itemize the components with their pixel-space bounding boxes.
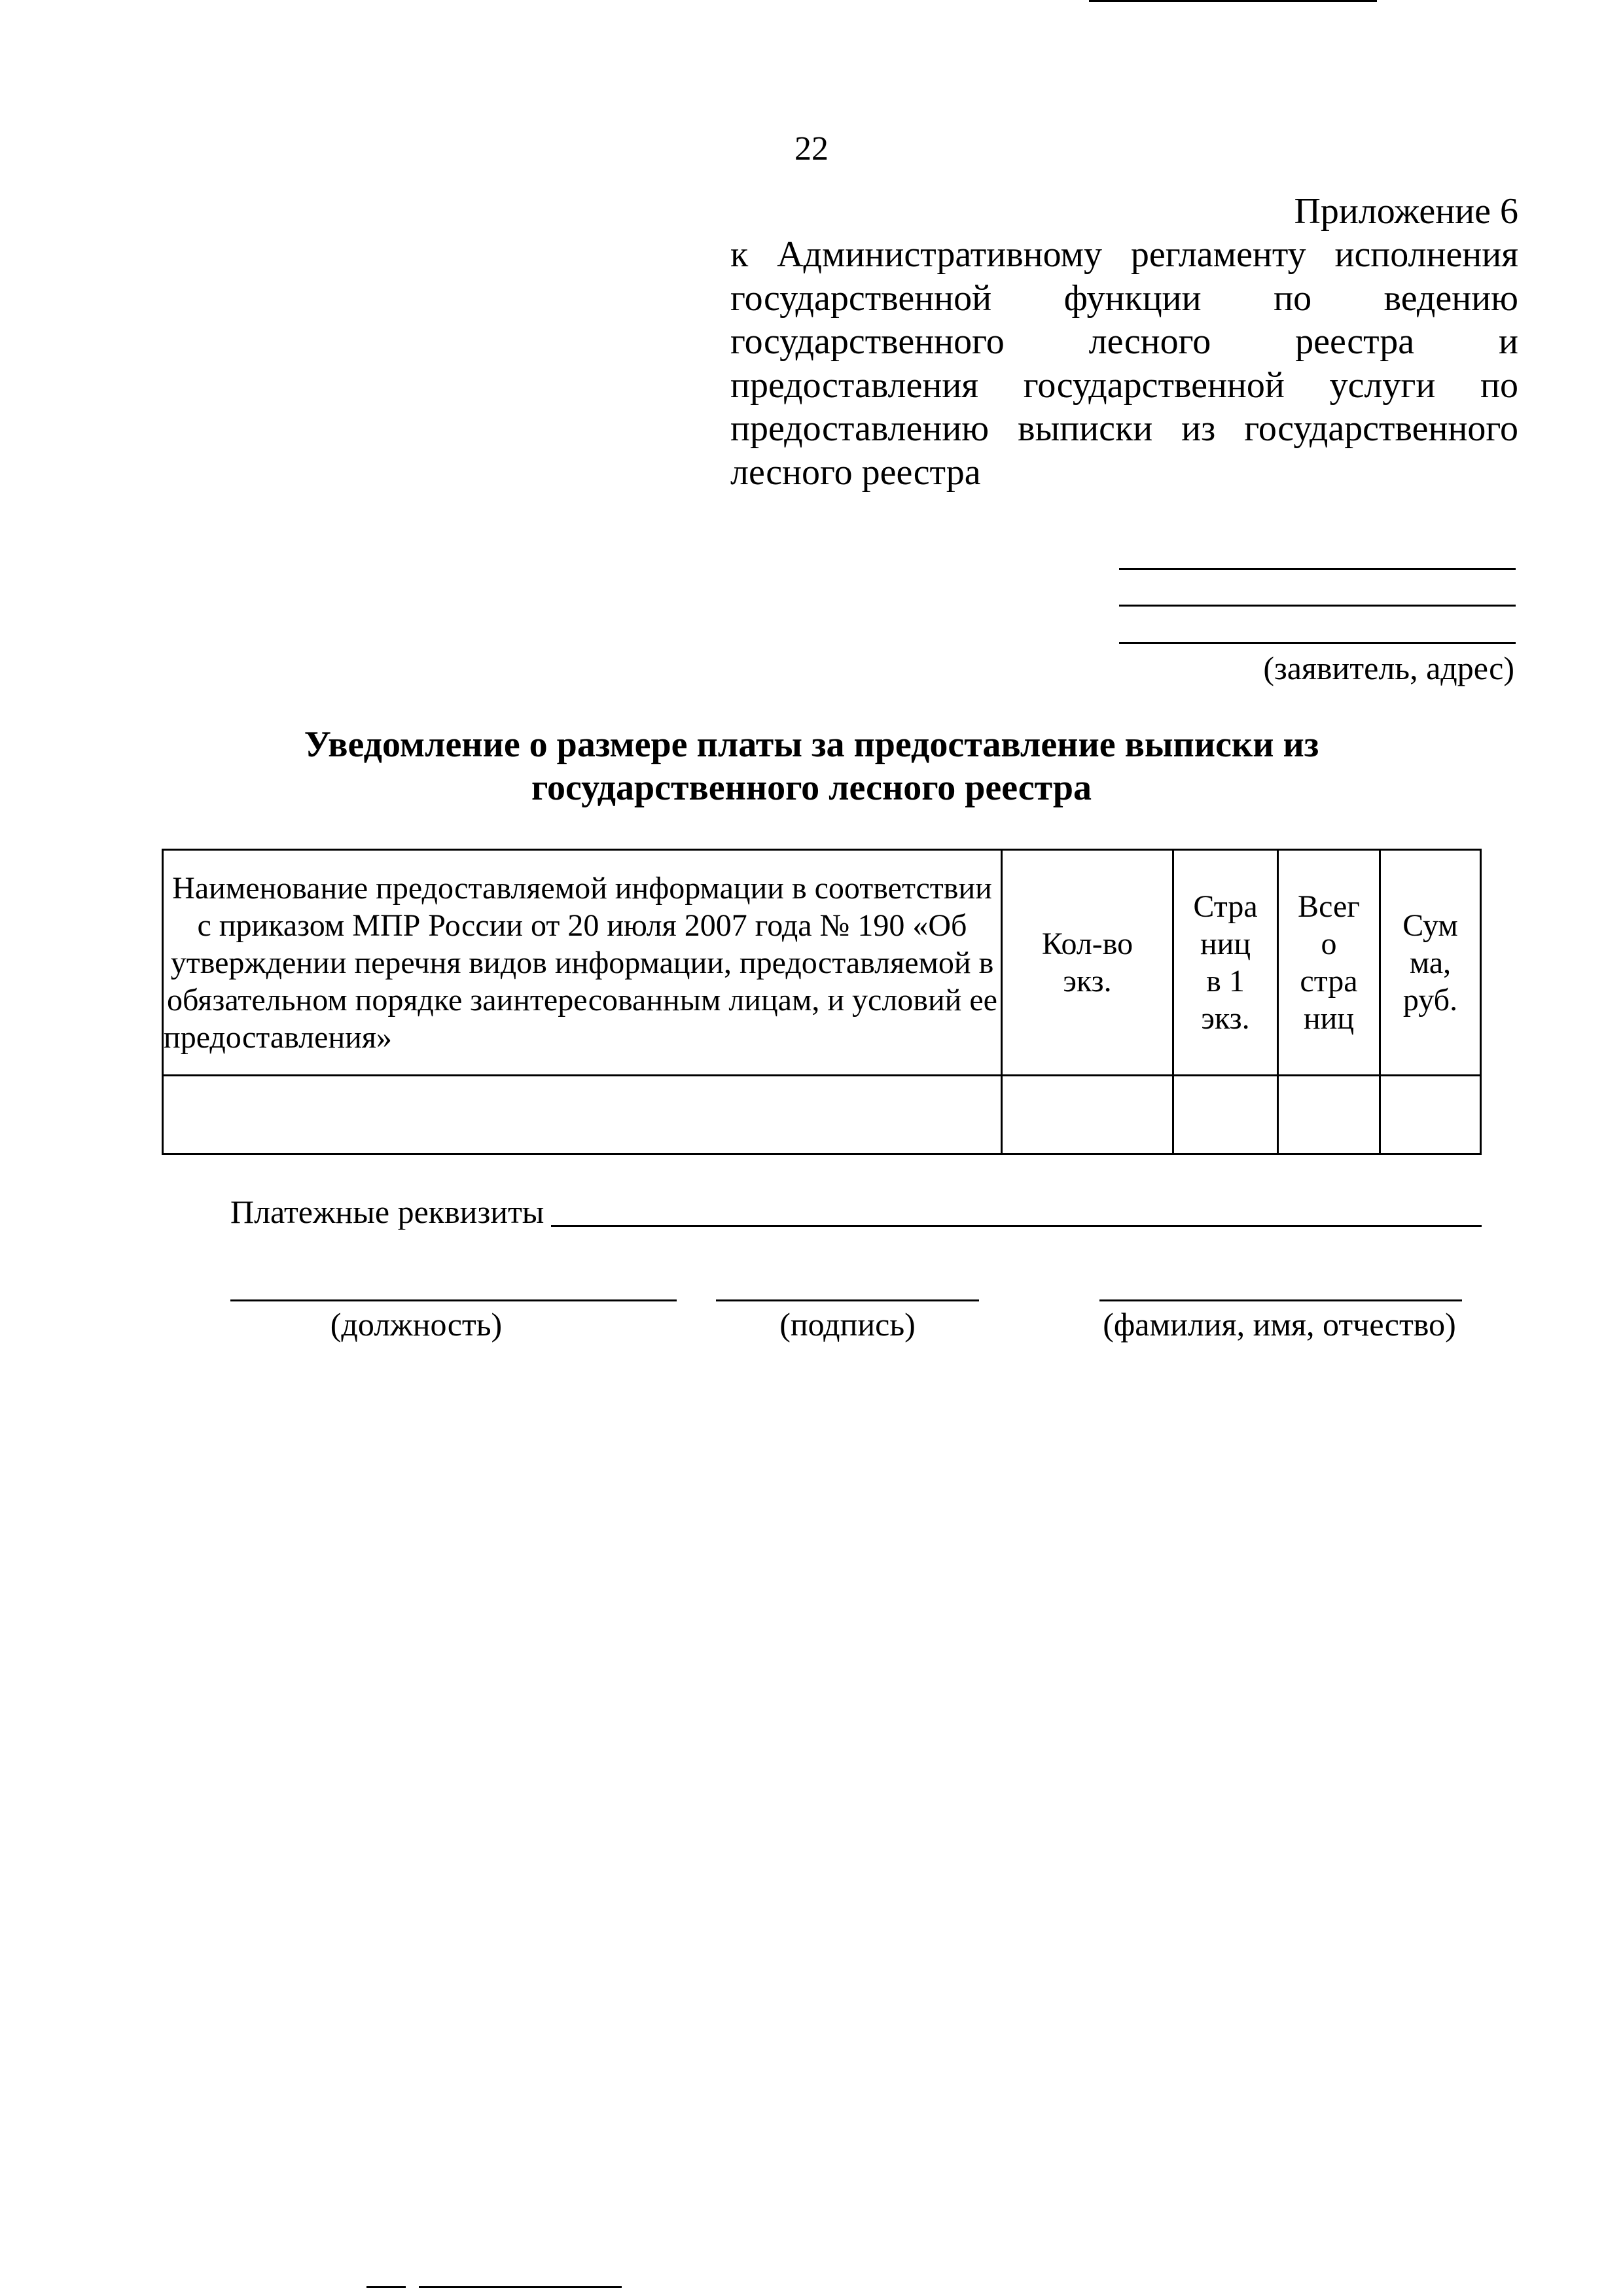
appendix-label: Приложение 6 (1294, 191, 1518, 232)
signature-caption: (подпись) (779, 1306, 916, 1343)
header-pages-per-copy (1173, 850, 1278, 1076)
header-total-pages-line: о (1321, 927, 1337, 961)
header-sum (1380, 850, 1481, 1076)
applicant-address-line-2[interactable] (1119, 605, 1516, 607)
scan-mark-bottom (366, 2286, 406, 2288)
header-information-name: Наименование предоставляемой информации в соответствии с приказом МПР России от 20 июля 2007 года № 190 «Об утверждении перечня видов информации, предоставляемой в обязательном порядке заинтересованным лицам, и условий ее предоставления» (163, 850, 1002, 1076)
header-pages-per-copy-line: ниц (1200, 927, 1251, 961)
payment-details-label: Платежные реквизиты (230, 1193, 544, 1230)
scan-mark-bottom (419, 2286, 622, 2288)
position-caption: (должность) (330, 1306, 503, 1343)
header-sum-line: Сум (1402, 908, 1458, 943)
document-title-line-2: государственного лесного реестра (531, 768, 1092, 808)
table-row (163, 1076, 1481, 1154)
table-header-row (163, 850, 1481, 1076)
header-pages-per-copy-line: экз. (1201, 1001, 1250, 1036)
page-number: 22 (794, 130, 829, 168)
full-name-line[interactable] (1099, 1299, 1462, 1301)
header-sum-line: ма, (1409, 945, 1452, 980)
header-total-pages-line: Всег (1298, 889, 1360, 924)
appendix-text: к Административному регламенту исполнения государственной функции по ведению государственного лесного реестра и предоставления государственной услуги по предоставлению выписки из государственного лесного реестра (730, 234, 1518, 493)
header-copies-line: экз. (1063, 964, 1112, 998)
document-title-line-1: Уведомление о размере платы за предоставление выписки из (304, 724, 1319, 765)
header-copies-line: Кол-во (1041, 927, 1133, 961)
cell-total-pages[interactable] (1278, 1076, 1380, 1154)
header-pages-per-copy-line: Стра (1193, 889, 1258, 924)
signature-line[interactable] (716, 1299, 979, 1301)
applicant-caption: (заявитель, адрес) (1263, 650, 1514, 686)
cell-sum[interactable] (1380, 1076, 1481, 1154)
header-total-pages-line: ниц (1303, 1001, 1355, 1036)
cell-copies[interactable] (1002, 1076, 1173, 1154)
cell-information-name[interactable] (163, 1076, 1002, 1154)
position-line[interactable] (230, 1299, 677, 1301)
cell-pages-per-copy[interactable] (1173, 1076, 1278, 1154)
applicant-address-line-1[interactable] (1119, 568, 1516, 570)
applicant-address-line-3[interactable] (1119, 642, 1516, 644)
header-pages-per-copy-line: в 1 (1206, 964, 1245, 998)
document-title (216, 723, 1407, 809)
full-name-caption: (фамилия, имя, отчество) (1103, 1306, 1456, 1343)
scan-mark-top (1089, 0, 1377, 2)
fee-table (162, 849, 1482, 1155)
header-total-pages-line: стра (1300, 964, 1358, 998)
header-sum-line: руб. (1402, 982, 1458, 1017)
header-total-pages (1278, 850, 1380, 1076)
header-copies (1002, 850, 1173, 1076)
payment-details-line[interactable] (551, 1225, 1482, 1227)
